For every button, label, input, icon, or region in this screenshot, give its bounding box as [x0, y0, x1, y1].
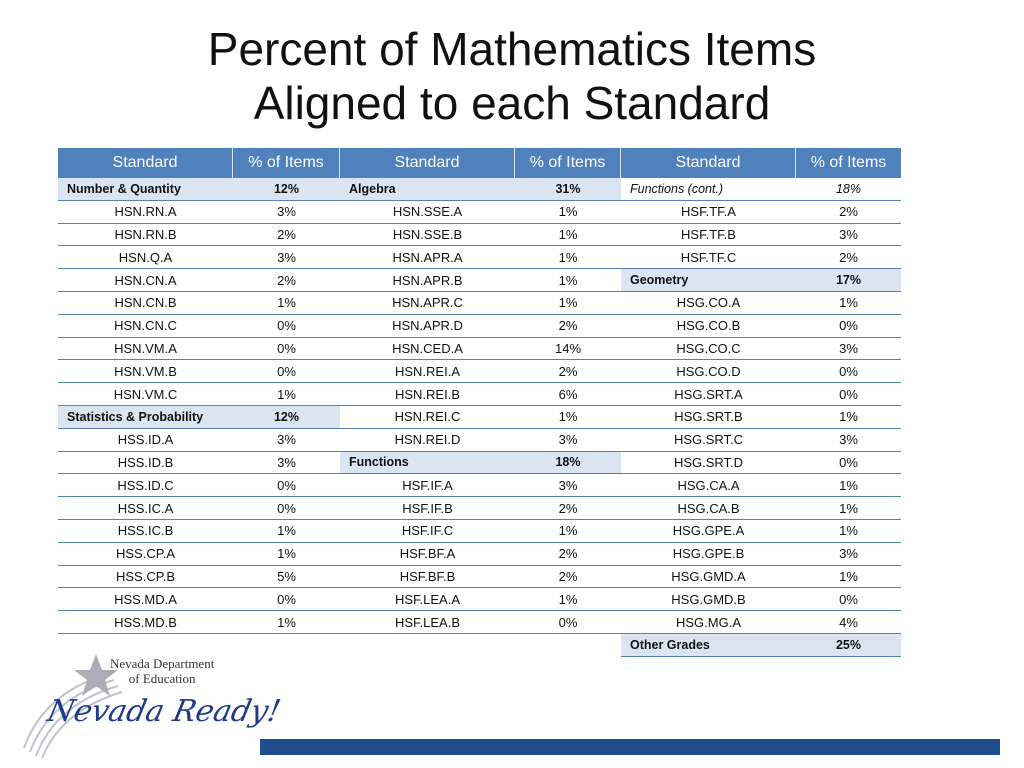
percent-cell: 1%	[796, 474, 901, 497]
percent-cell: 2%	[515, 360, 621, 383]
standard-cell: HSF.TF.B	[621, 224, 796, 247]
table-header-row	[58, 148, 901, 178]
standard-cell: HSN.VM.C	[58, 383, 233, 406]
percent-cell: 0%	[233, 360, 340, 383]
standard-cell: HSG.CO.B	[621, 315, 796, 338]
standard-cell: HSN.CN.B	[58, 292, 233, 315]
standard-cell: HSG.CA.A	[621, 474, 796, 497]
standard-cell: HSN.REI.C	[340, 406, 515, 429]
standard-cell: HSN.RN.A	[58, 201, 233, 224]
standard-cell: HSS.MD.A	[58, 588, 233, 611]
standard-cell: HSF.TF.A	[621, 201, 796, 224]
standard-cell: HSG.CO.C	[621, 338, 796, 361]
standard-cell: HSS.CP.B	[58, 566, 233, 589]
standard-cell: HSS.IC.B	[58, 520, 233, 543]
percent-cell: 1%	[515, 406, 621, 429]
standard-cell: HSN.SSE.B	[340, 224, 515, 247]
percent-cell: 1%	[796, 497, 901, 520]
standard-cell: HSN.REI.B	[340, 383, 515, 406]
standard-cell: HSF.TF.C	[621, 246, 796, 269]
standard-cell: HSG.SRT.C	[621, 429, 796, 452]
percent-cell: 14%	[515, 338, 621, 361]
header-percent-3: % of Items	[796, 148, 901, 178]
percent-cell: 3%	[233, 452, 340, 475]
table-row	[58, 497, 901, 520]
standard-cell: HSF.IF.A	[340, 474, 515, 497]
percent-cell: 1%	[796, 406, 901, 429]
standard-cell: HSN.RN.B	[58, 224, 233, 247]
table-row	[58, 520, 901, 543]
percent-cell: 17%	[796, 269, 901, 292]
standard-cell: HSN.Q.A	[58, 246, 233, 269]
percent-cell: 3%	[515, 474, 621, 497]
standard-cell: HSG.CO.A	[621, 292, 796, 315]
percent-cell: 1%	[233, 611, 340, 634]
table-row	[58, 383, 901, 406]
table-row	[58, 543, 901, 566]
standard-cell: HSG.SRT.A	[621, 383, 796, 406]
percent-cell: 3%	[233, 429, 340, 452]
percent-cell: 1%	[515, 269, 621, 292]
percent-cell: 5%	[233, 566, 340, 589]
percent-cell: 1%	[796, 566, 901, 589]
percent-cell: 3%	[796, 429, 901, 452]
table-row	[58, 360, 901, 383]
logo-line-1: Nevada Department	[110, 656, 215, 671]
percent-cell: 12%	[233, 178, 340, 201]
title-line-1: Percent of Mathematics Items	[207, 23, 817, 75]
percent-cell: 12%	[233, 406, 340, 429]
standard-cell: HSN.APR.B	[340, 269, 515, 292]
table-row	[58, 588, 901, 611]
percent-cell: 1%	[796, 520, 901, 543]
standard-cell: HSN.VM.A	[58, 338, 233, 361]
percent-cell: 2%	[796, 201, 901, 224]
standard-cell: HSG.CA.B	[621, 497, 796, 520]
slide-title	[0, 22, 1024, 130]
table-row	[58, 269, 901, 292]
standard-cell: HSN.CN.C	[58, 315, 233, 338]
percent-cell: 4%	[796, 611, 901, 634]
table-row	[58, 474, 901, 497]
standard-cell: Functions	[340, 452, 515, 475]
standard-cell: HSG.SRT.B	[621, 406, 796, 429]
standard-cell: Other Grades	[621, 634, 796, 657]
percent-cell	[515, 634, 621, 657]
percent-cell: 0%	[796, 588, 901, 611]
standard-cell: Algebra	[340, 178, 515, 201]
percent-cell: 1%	[233, 543, 340, 566]
standard-cell: HSG.CO.D	[621, 360, 796, 383]
percent-cell: 18%	[515, 452, 621, 475]
standard-cell: HSN.SSE.A	[340, 201, 515, 224]
table-row	[58, 178, 901, 201]
logo-line-2: of Education	[128, 671, 196, 686]
footer-bar	[260, 739, 1000, 755]
percent-cell: 2%	[515, 315, 621, 338]
percent-cell: 1%	[233, 292, 340, 315]
standard-cell: HSN.REI.D	[340, 429, 515, 452]
table-row	[58, 338, 901, 361]
standard-cell: HSF.LEA.A	[340, 588, 515, 611]
percent-cell: 2%	[515, 566, 621, 589]
standard-cell: HSF.IF.B	[340, 497, 515, 520]
logo-text	[110, 656, 214, 686]
standard-cell: HSG.SRT.D	[621, 452, 796, 475]
percent-cell: 0%	[796, 360, 901, 383]
standard-cell: HSS.IC.A	[58, 497, 233, 520]
title-line-2: Aligned to each Standard	[253, 77, 771, 129]
standard-cell: HSS.ID.A	[58, 429, 233, 452]
percent-cell: 0%	[233, 497, 340, 520]
standard-cell: HSN.REI.A	[340, 360, 515, 383]
table-row	[58, 429, 901, 452]
percent-cell: 0%	[233, 474, 340, 497]
percent-cell: 2%	[233, 269, 340, 292]
header-standard-3: Standard	[621, 148, 796, 178]
percent-cell: 1%	[796, 292, 901, 315]
percent-cell: 3%	[515, 429, 621, 452]
table-row	[58, 201, 901, 224]
percent-cell: 2%	[515, 497, 621, 520]
standard-cell: HSS.MD.B	[58, 611, 233, 634]
percent-cell: 1%	[515, 292, 621, 315]
standard-cell: HSN.APR.A	[340, 246, 515, 269]
percent-cell: 0%	[515, 611, 621, 634]
standard-cell: HSG.MG.A	[621, 611, 796, 634]
percent-cell: 3%	[796, 338, 901, 361]
table-row	[58, 452, 901, 475]
table-row	[58, 292, 901, 315]
standard-cell: Statistics & Probability	[58, 406, 233, 429]
header-standard-2: Standard	[340, 148, 515, 178]
percent-cell: 3%	[233, 201, 340, 224]
percent-cell: 1%	[233, 383, 340, 406]
table-row	[58, 224, 901, 247]
percent-cell: 2%	[233, 224, 340, 247]
percent-cell: 31%	[515, 178, 621, 201]
percent-cell: 3%	[796, 224, 901, 247]
standard-cell: HSN.APR.D	[340, 315, 515, 338]
standard-cell: HSF.BF.A	[340, 543, 515, 566]
percent-cell: 1%	[515, 520, 621, 543]
percent-cell: 3%	[796, 543, 901, 566]
percent-cell: 0%	[796, 383, 901, 406]
standard-cell: HSG.GMD.B	[621, 588, 796, 611]
standard-cell: Functions (cont.)	[621, 178, 796, 201]
percent-cell: 0%	[796, 315, 901, 338]
standard-cell: HSG.GPE.B	[621, 543, 796, 566]
standard-cell: HSN.CED.A	[340, 338, 515, 361]
percent-cell: 3%	[233, 246, 340, 269]
table-row	[58, 315, 901, 338]
standard-cell: HSS.ID.B	[58, 452, 233, 475]
standard-cell: Geometry	[621, 269, 796, 292]
header-standard-1: Standard	[58, 148, 233, 178]
standard-cell: HSG.GMD.A	[621, 566, 796, 589]
percent-cell: 1%	[515, 246, 621, 269]
percent-cell: 1%	[515, 201, 621, 224]
table-row	[58, 406, 901, 429]
percent-cell: 0%	[233, 338, 340, 361]
standard-cell: Number & Quantity	[58, 178, 233, 201]
percent-cell: 0%	[233, 588, 340, 611]
table-row	[58, 246, 901, 269]
standard-cell: HSN.CN.A	[58, 269, 233, 292]
standard-cell: HSG.GPE.A	[621, 520, 796, 543]
standards-table	[58, 148, 901, 657]
percent-cell: 6%	[515, 383, 621, 406]
percent-cell: 18%	[796, 178, 901, 201]
header-percent-2: % of Items	[515, 148, 621, 178]
percent-cell: 2%	[515, 543, 621, 566]
standard-cell: HSF.IF.C	[340, 520, 515, 543]
standard-cell: HSN.VM.B	[58, 360, 233, 383]
percent-cell: 2%	[796, 246, 901, 269]
standard-cell: HSF.BF.B	[340, 566, 515, 589]
percent-cell: 0%	[233, 315, 340, 338]
percent-cell: 1%	[515, 588, 621, 611]
standard-cell	[340, 634, 515, 657]
table-body	[58, 178, 901, 657]
standard-cell: HSS.CP.A	[58, 543, 233, 566]
percent-cell: 25%	[796, 634, 901, 657]
percent-cell: 1%	[515, 224, 621, 247]
table-row	[58, 611, 901, 634]
table-row	[58, 566, 901, 589]
percent-cell: 1%	[233, 520, 340, 543]
standard-cell: HSS.ID.C	[58, 474, 233, 497]
logo-script: Nevada Ready!	[44, 694, 284, 729]
standard-cell: HSN.APR.C	[340, 292, 515, 315]
standard-cell: HSF.LEA.B	[340, 611, 515, 634]
header-percent-1: % of Items	[233, 148, 340, 178]
percent-cell: 0%	[796, 452, 901, 475]
